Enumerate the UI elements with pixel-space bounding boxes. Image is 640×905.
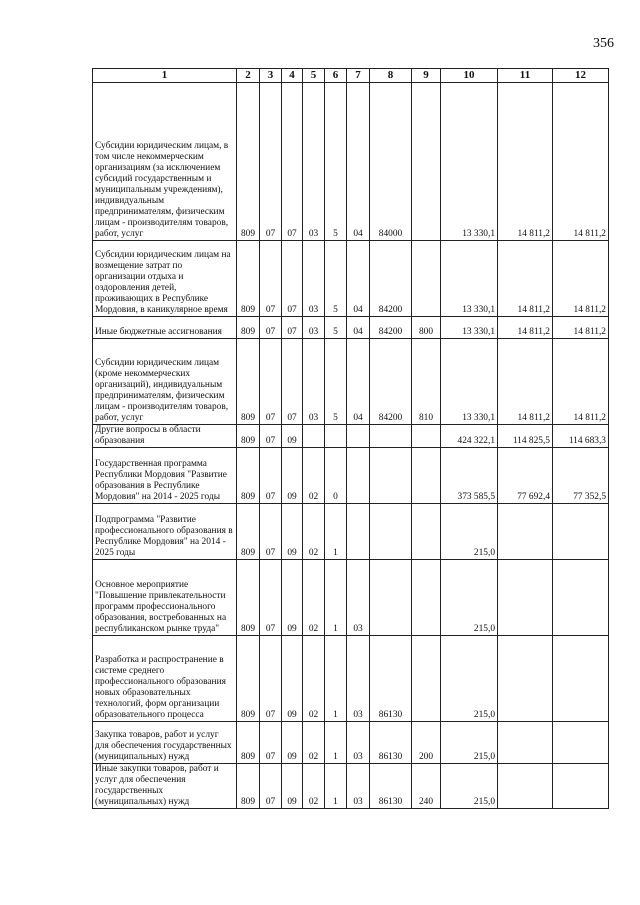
cell-c12: [553, 636, 609, 722]
cell-c11: 14 811,2: [498, 241, 553, 317]
cell-c9: [412, 636, 441, 722]
cell-c9: [412, 560, 441, 636]
cell-c7: 03: [347, 764, 370, 809]
cell-c11: 14 811,2: [498, 317, 553, 339]
cell-c2: 809: [237, 83, 260, 241]
cell-c10: 13 330,1: [441, 317, 498, 339]
cell-c4: 09: [282, 448, 303, 504]
cell-c12: 14 811,2: [553, 241, 609, 317]
cell-c3: 07: [260, 317, 282, 339]
cell-c6: 1: [325, 764, 347, 809]
cell-c7: 03: [347, 560, 370, 636]
col-header-2: 2: [237, 69, 260, 83]
cell-c6: 0: [325, 448, 347, 504]
cell-c11: 14 811,2: [498, 339, 553, 425]
cell-c10: 424 322,1: [441, 425, 498, 448]
cell-c3: 07: [260, 722, 282, 764]
table-row: [93, 764, 609, 809]
col-header-7: 7: [347, 69, 370, 83]
cell-c6: 5: [325, 241, 347, 317]
cell-c3: 07: [260, 448, 282, 504]
cell-c4: 07: [282, 83, 303, 241]
col-header-9: 9: [412, 69, 441, 83]
cell-c10: 215,0: [441, 560, 498, 636]
cell-c2: 809: [237, 317, 260, 339]
cell-c5: 02: [303, 448, 325, 504]
cell-c3: 07: [260, 560, 282, 636]
cell-c5: 02: [303, 504, 325, 560]
cell-c4: 07: [282, 317, 303, 339]
cell-c9: 200: [412, 722, 441, 764]
cell-c10: 13 330,1: [441, 241, 498, 317]
cell-c12: [553, 764, 609, 809]
table-row: [93, 560, 609, 636]
cell-c4: 09: [282, 636, 303, 722]
table-row: [93, 448, 609, 504]
header-row: [93, 69, 609, 83]
cell-c10: 13 330,1: [441, 83, 498, 241]
cell-c2: 809: [237, 764, 260, 809]
cell-c5: 02: [303, 636, 325, 722]
cell-c8: 84200: [370, 339, 412, 425]
cell-c5: [303, 425, 325, 448]
row-name: Основное мероприятие "Повышение привлекательности программ профессионального образования, востребованных на республиканском рынке труда": [93, 560, 237, 636]
cell-c8: [370, 425, 412, 448]
cell-c12: [553, 504, 609, 560]
cell-c7: 03: [347, 722, 370, 764]
cell-c10: 215,0: [441, 636, 498, 722]
cell-c2: 809: [237, 636, 260, 722]
cell-c5: 03: [303, 317, 325, 339]
cell-c5: 02: [303, 764, 325, 809]
table-row: [93, 83, 609, 241]
row-name: Закупка товаров, работ и услуг для обеспечения государственных (муниципальных) нужд: [93, 722, 237, 764]
cell-c9: [412, 448, 441, 504]
cell-c9: [412, 241, 441, 317]
cell-c7: 03: [347, 636, 370, 722]
cell-c2: 809: [237, 504, 260, 560]
cell-c12: 14 811,2: [553, 83, 609, 241]
cell-c3: 07: [260, 636, 282, 722]
cell-c12: 14 811,2: [553, 317, 609, 339]
cell-c7: 04: [347, 83, 370, 241]
cell-c3: 07: [260, 241, 282, 317]
cell-c3: 07: [260, 339, 282, 425]
cell-c10: 215,0: [441, 504, 498, 560]
cell-c8: [370, 560, 412, 636]
cell-c2: 809: [237, 560, 260, 636]
cell-c7: 04: [347, 339, 370, 425]
row-name: Субсидии юридическим лицам (кроме некоммерческих организаций), индивидуальным предпринимателям, физическим лицам - производителям товаров, работ, услуг: [93, 339, 237, 425]
cell-c9: 800: [412, 317, 441, 339]
cell-c6: 1: [325, 560, 347, 636]
cell-c7: 04: [347, 317, 370, 339]
cell-c6: 5: [325, 317, 347, 339]
cell-c11: [498, 764, 553, 809]
row-name: Субсидии юридическим лицам на возмещение затрат по организации отдыха и оздоровления детей, проживающих в Республике Мордовия, в каникулярное время: [93, 241, 237, 317]
row-name: Другие вопросы в области образования: [93, 425, 237, 448]
row-name: Подпрограмма "Развитие профессионального образования в Республике Мордовия" на 2014 - 2025 годы: [93, 504, 237, 560]
cell-c10: 215,0: [441, 764, 498, 809]
cell-c8: 84200: [370, 241, 412, 317]
cell-c5: 03: [303, 241, 325, 317]
row-name: Иные закупки товаров, работ и услуг для обеспечения государственных (муниципальных) нужд: [93, 764, 237, 809]
col-header-10: 10: [441, 69, 498, 83]
cell-c3: 07: [260, 504, 282, 560]
cell-c12: 77 352,5: [553, 448, 609, 504]
cell-c8: [370, 448, 412, 504]
cell-c6: 5: [325, 83, 347, 241]
cell-c11: 77 692,4: [498, 448, 553, 504]
cell-c10: 215,0: [441, 722, 498, 764]
cell-c6: 1: [325, 722, 347, 764]
cell-c12: [553, 560, 609, 636]
cell-c9: [412, 425, 441, 448]
cell-c8: 86130: [370, 636, 412, 722]
cell-c10: 373 585,5: [441, 448, 498, 504]
cell-c6: 5: [325, 339, 347, 425]
cell-c8: [370, 504, 412, 560]
cell-c2: 809: [237, 241, 260, 317]
cell-c4: 09: [282, 560, 303, 636]
cell-c9: [412, 504, 441, 560]
cell-c9: [412, 83, 441, 241]
row-name: Разработка и распространение в системе среднего профессионального образования новых образовательных технологий, форм организации образовательного процесса: [93, 636, 237, 722]
cell-c2: 809: [237, 339, 260, 425]
cell-c5: 02: [303, 722, 325, 764]
cell-c4: 09: [282, 764, 303, 809]
cell-c10: 13 330,1: [441, 339, 498, 425]
table-row: [93, 425, 609, 448]
table-row: [93, 636, 609, 722]
row-name: Иные бюджетные ассигнования: [93, 317, 237, 339]
cell-c4: 09: [282, 425, 303, 448]
col-header-5: 5: [303, 69, 325, 83]
cell-c11: [498, 504, 553, 560]
cell-c4: 09: [282, 504, 303, 560]
col-header-4: 4: [282, 69, 303, 83]
col-header-8: 8: [370, 69, 412, 83]
budget-table: [92, 68, 609, 809]
row-name: Государственная программа Республики Мордовия "Развитие образования в Республике Мордовия" на 2014 - 2025 годы: [93, 448, 237, 504]
cell-c4: 07: [282, 339, 303, 425]
cell-c6: 1: [325, 636, 347, 722]
cell-c8: 84000: [370, 83, 412, 241]
cell-c12: 14 811,2: [553, 339, 609, 425]
table-row: [93, 504, 609, 560]
table-row: [93, 722, 609, 764]
cell-c11: 114 825,5: [498, 425, 553, 448]
cell-c7: [347, 425, 370, 448]
cell-c9: 240: [412, 764, 441, 809]
cell-c3: 07: [260, 425, 282, 448]
page-number: 356: [593, 36, 614, 51]
cell-c12: 114 683,3: [553, 425, 609, 448]
cell-c11: 14 811,2: [498, 83, 553, 241]
cell-c12: [553, 722, 609, 764]
table-row: [93, 317, 609, 339]
row-name: Субсидии юридическим лицам, в том числе некоммерческим организациям (за исключением субсидий государственным и муниципальным учреждениям), индивидуальным предпринимателям, физическим лицам - производителям товаров, работ, услуг: [93, 83, 237, 241]
cell-c4: 09: [282, 722, 303, 764]
cell-c3: 07: [260, 764, 282, 809]
cell-c2: 809: [237, 425, 260, 448]
cell-c5: 02: [303, 560, 325, 636]
cell-c8: 86130: [370, 722, 412, 764]
cell-c11: [498, 722, 553, 764]
cell-c3: 07: [260, 83, 282, 241]
table-row: [93, 241, 609, 317]
cell-c4: 07: [282, 241, 303, 317]
cell-c6: [325, 425, 347, 448]
col-header-3: 3: [260, 69, 282, 83]
cell-c11: [498, 636, 553, 722]
cell-c8: 84200: [370, 317, 412, 339]
cell-c7: 04: [347, 241, 370, 317]
cell-c11: [498, 560, 553, 636]
cell-c5: 03: [303, 83, 325, 241]
col-header-11: 11: [498, 69, 553, 83]
table-row: [93, 339, 609, 425]
cell-c5: 03: [303, 339, 325, 425]
cell-c2: 809: [237, 448, 260, 504]
cell-c9: 810: [412, 339, 441, 425]
col-header-6: 6: [325, 69, 347, 83]
cell-c2: 809: [237, 722, 260, 764]
cell-c7: [347, 504, 370, 560]
cell-c6: 1: [325, 504, 347, 560]
col-header-12: 12: [553, 69, 609, 83]
col-header-1: 1: [93, 69, 237, 83]
cell-c8: 86130: [370, 764, 412, 809]
cell-c7: [347, 448, 370, 504]
